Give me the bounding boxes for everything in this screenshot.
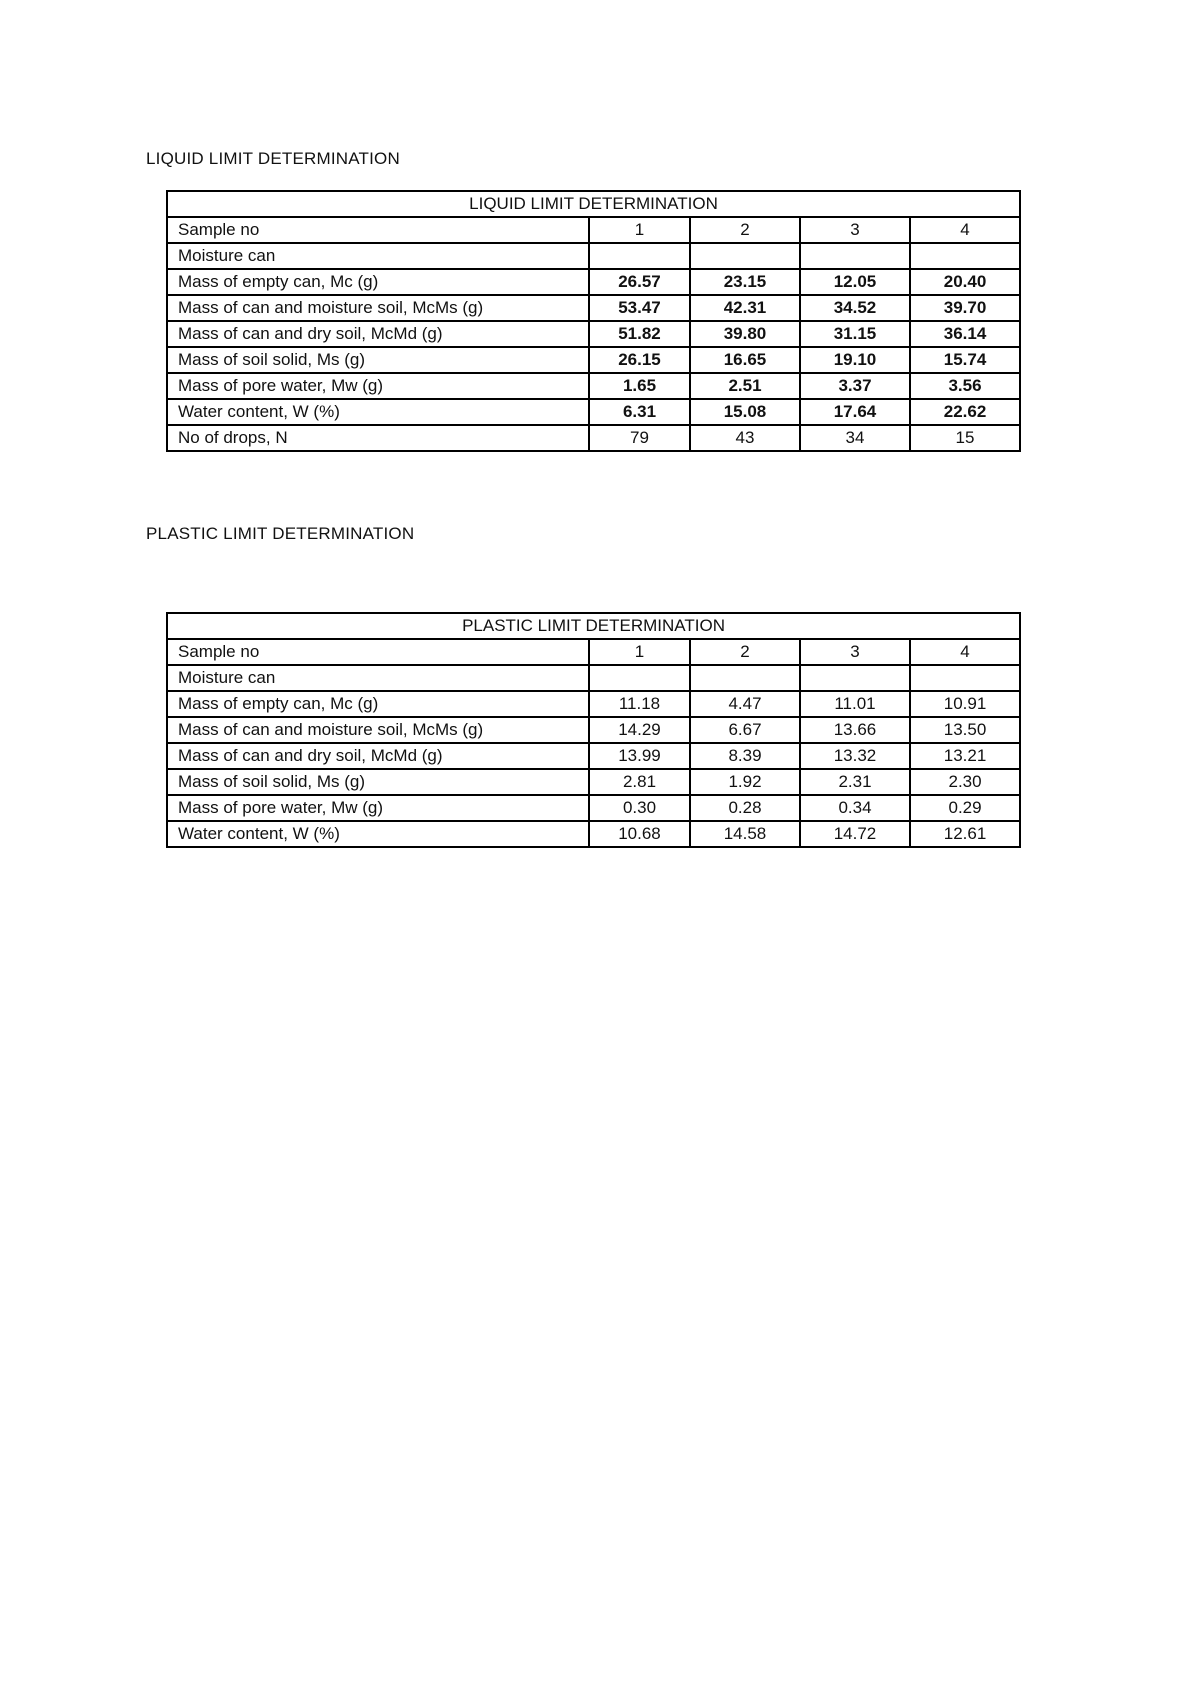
value-cell: 6.31 xyxy=(589,399,690,425)
row-label: Moisture can xyxy=(167,665,589,691)
value-cell: 1 xyxy=(589,639,690,665)
value-cell: 2 xyxy=(690,639,800,665)
value-cell: 4 xyxy=(910,217,1020,243)
value-cell: 79 xyxy=(589,425,690,451)
row-label: Mass of can and moisture soil, McMs (g) xyxy=(167,295,589,321)
value-cell: 14.29 xyxy=(589,717,690,743)
plastic-limit-table-title: PLASTIC LIMIT DETERMINATION xyxy=(167,613,1020,639)
value-cell: 2.31 xyxy=(800,769,910,795)
table-row xyxy=(167,769,1020,795)
value-cell: 13.21 xyxy=(910,743,1020,769)
table-row xyxy=(167,691,1020,717)
table-row xyxy=(167,399,1020,425)
liquid-limit-table-title: LIQUID LIMIT DETERMINATION xyxy=(167,191,1020,217)
value-cell: 22.62 xyxy=(910,399,1020,425)
row-label: Mass of pore water, Mw (g) xyxy=(167,373,589,399)
row-label: Mass of can and dry soil, McMd (g) xyxy=(167,321,589,347)
value-cell: 53.47 xyxy=(589,295,690,321)
row-label: Mass of empty can, Mc (g) xyxy=(167,691,589,717)
value-cell xyxy=(910,243,1020,269)
row-label: Water content, W (%) xyxy=(167,399,589,425)
table-row xyxy=(167,373,1020,399)
value-cell: 17.64 xyxy=(800,399,910,425)
value-cell: 26.57 xyxy=(589,269,690,295)
row-label: Mass of can and dry soil, McMd (g) xyxy=(167,743,589,769)
value-cell: 43 xyxy=(690,425,800,451)
table-row xyxy=(167,269,1020,295)
table-row xyxy=(167,295,1020,321)
table-title-row xyxy=(167,191,1020,217)
table-row xyxy=(167,217,1020,243)
value-cell xyxy=(589,243,690,269)
value-cell: 34 xyxy=(800,425,910,451)
value-cell: 51.82 xyxy=(589,321,690,347)
table-row xyxy=(167,639,1020,665)
value-cell: 19.10 xyxy=(800,347,910,373)
value-cell: 36.14 xyxy=(910,321,1020,347)
value-cell: 13.66 xyxy=(800,717,910,743)
value-cell: 12.61 xyxy=(910,821,1020,847)
value-cell: 2 xyxy=(690,217,800,243)
row-label: Water content, W (%) xyxy=(167,821,589,847)
value-cell: 0.28 xyxy=(690,795,800,821)
value-cell: 6.67 xyxy=(690,717,800,743)
value-cell xyxy=(690,665,800,691)
value-cell: 1.92 xyxy=(690,769,800,795)
value-cell: 3.37 xyxy=(800,373,910,399)
value-cell: 13.99 xyxy=(589,743,690,769)
value-cell: 11.01 xyxy=(800,691,910,717)
table-row xyxy=(167,795,1020,821)
table-title-row xyxy=(167,613,1020,639)
value-cell: 15.08 xyxy=(690,399,800,425)
value-cell xyxy=(910,665,1020,691)
value-cell: 4 xyxy=(910,639,1020,665)
table-row xyxy=(167,743,1020,769)
value-cell: 2.81 xyxy=(589,769,690,795)
value-cell: 1.65 xyxy=(589,373,690,399)
value-cell: 31.15 xyxy=(800,321,910,347)
row-label: Moisture can xyxy=(167,243,589,269)
value-cell: 26.15 xyxy=(589,347,690,373)
table-row xyxy=(167,425,1020,451)
row-label: No of drops, N xyxy=(167,425,589,451)
value-cell: 11.18 xyxy=(589,691,690,717)
value-cell: 13.50 xyxy=(910,717,1020,743)
value-cell: 20.40 xyxy=(910,269,1020,295)
value-cell: 13.32 xyxy=(800,743,910,769)
liquid-limit-heading: LIQUID LIMIT DETERMINATION xyxy=(146,149,400,168)
table-row xyxy=(167,665,1020,691)
row-label: Mass of pore water, Mw (g) xyxy=(167,795,589,821)
value-cell: 39.80 xyxy=(690,321,800,347)
value-cell: 34.52 xyxy=(800,295,910,321)
value-cell: 16.65 xyxy=(690,347,800,373)
row-label: Mass of empty can, Mc (g) xyxy=(167,269,589,295)
value-cell: 2.51 xyxy=(690,373,800,399)
table-row xyxy=(167,347,1020,373)
value-cell: 14.72 xyxy=(800,821,910,847)
value-cell: 10.68 xyxy=(589,821,690,847)
value-cell: 15.74 xyxy=(910,347,1020,373)
value-cell: 39.70 xyxy=(910,295,1020,321)
plastic-limit-table xyxy=(166,612,1021,848)
table-row xyxy=(167,717,1020,743)
plastic-limit-heading: PLASTIC LIMIT DETERMINATION xyxy=(146,524,415,543)
table-row xyxy=(167,321,1020,347)
value-cell xyxy=(589,665,690,691)
table-row xyxy=(167,243,1020,269)
row-label: Mass of soil solid, Ms (g) xyxy=(167,347,589,373)
value-cell: 3 xyxy=(800,639,910,665)
value-cell: 0.34 xyxy=(800,795,910,821)
value-cell: 23.15 xyxy=(690,269,800,295)
value-cell: 10.91 xyxy=(910,691,1020,717)
value-cell: 3 xyxy=(800,217,910,243)
value-cell xyxy=(800,665,910,691)
row-label: Mass of can and moisture soil, McMs (g) xyxy=(167,717,589,743)
value-cell: 42.31 xyxy=(690,295,800,321)
value-cell: 0.30 xyxy=(589,795,690,821)
row-label: Sample no xyxy=(167,217,589,243)
value-cell xyxy=(800,243,910,269)
value-cell: 4.47 xyxy=(690,691,800,717)
row-label: Mass of soil solid, Ms (g) xyxy=(167,769,589,795)
row-label: Sample no xyxy=(167,639,589,665)
value-cell: 0.29 xyxy=(910,795,1020,821)
value-cell xyxy=(690,243,800,269)
value-cell: 15 xyxy=(910,425,1020,451)
liquid-limit-table xyxy=(166,190,1021,452)
value-cell: 3.56 xyxy=(910,373,1020,399)
value-cell: 8.39 xyxy=(690,743,800,769)
value-cell: 12.05 xyxy=(800,269,910,295)
value-cell: 14.58 xyxy=(690,821,800,847)
table-row xyxy=(167,821,1020,847)
value-cell: 1 xyxy=(589,217,690,243)
value-cell: 2.30 xyxy=(910,769,1020,795)
